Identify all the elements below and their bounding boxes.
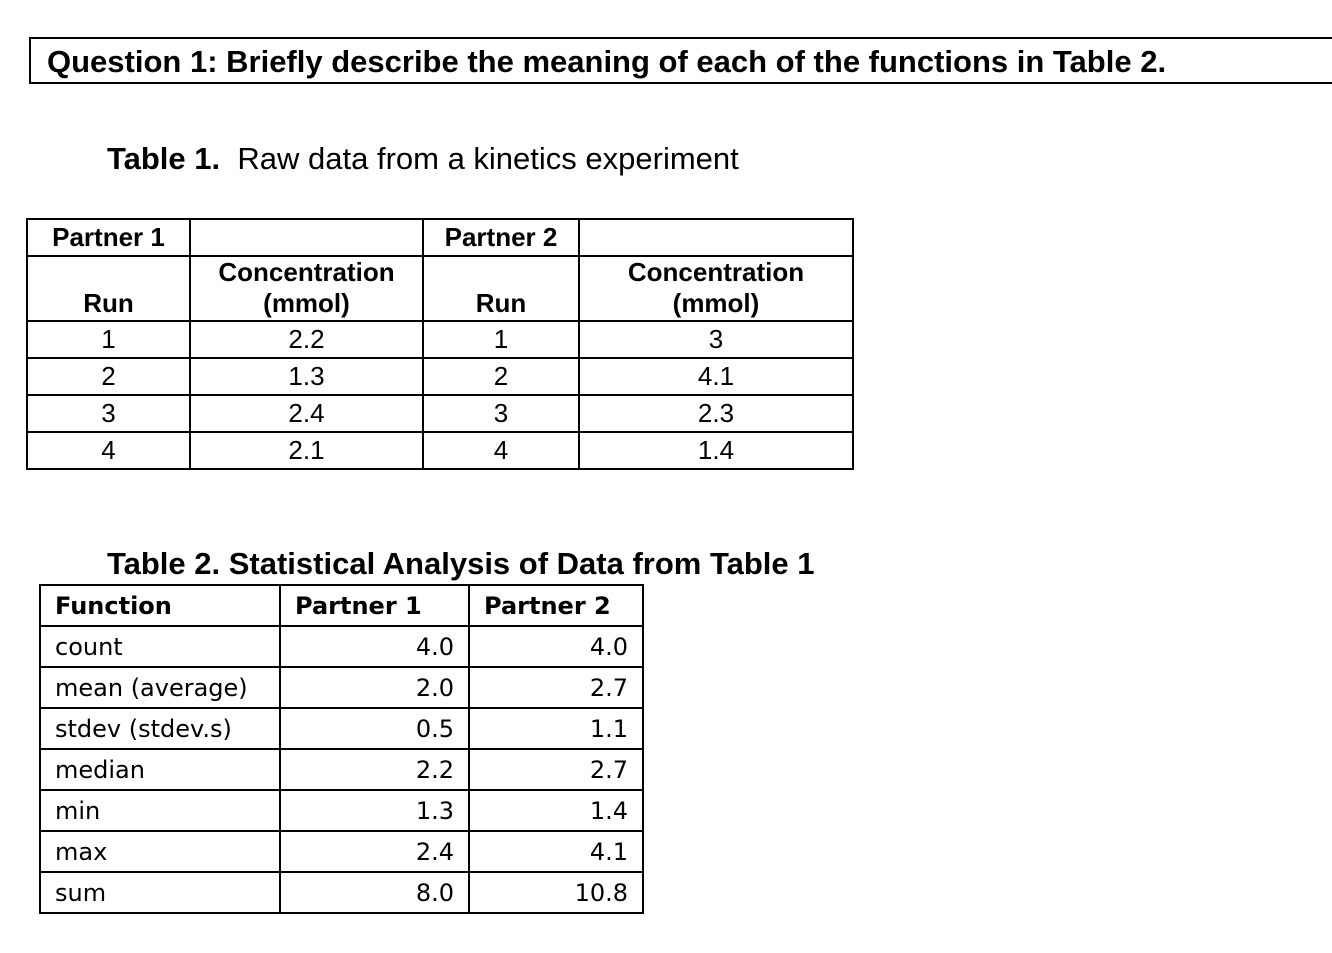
partner2-header: Partner 2 [469, 585, 643, 626]
run-cell: 2 [423, 358, 579, 395]
function-cell: count [40, 626, 280, 667]
table2-caption: Table 2. Statistical Analysis of Data from Table 1 [107, 546, 815, 581]
table1-caption-text: Raw data from a kinetics experiment [237, 141, 739, 176]
concentration-header-line2: (mmol) [263, 288, 350, 318]
table1-caption [107, 140, 739, 178]
concentration-header [190, 256, 423, 321]
run-cell: 3 [27, 395, 190, 432]
partner2-value: 10.8 [469, 872, 643, 913]
question-text: Question 1: Briefly describe the meaning of each of the functions in Table 2. [47, 44, 1167, 79]
concentration-header-line2: (mmol) [672, 288, 760, 318]
function-cell: stdev (stdev.s) [40, 708, 280, 749]
table-row [40, 749, 643, 790]
table-row [40, 872, 643, 913]
concentration-cell: 2.1 [190, 432, 423, 469]
empty-header-cell [579, 219, 853, 256]
partner1-value: 0.5 [280, 708, 469, 749]
empty-header-cell [190, 219, 423, 256]
function-cell: min [40, 790, 280, 831]
table-row [27, 321, 853, 358]
partner1-header: Partner 1 [27, 219, 190, 256]
partner2-value: 1.1 [469, 708, 643, 749]
partner2-value: 2.7 [469, 749, 643, 790]
table-row [27, 432, 853, 469]
run-cell: 4 [423, 432, 579, 469]
run-cell: 1 [423, 321, 579, 358]
partner1-value: 8.0 [280, 872, 469, 913]
function-cell: sum [40, 872, 280, 913]
table-row [40, 708, 643, 749]
question-box [29, 37, 1332, 84]
partner2-value: 1.4 [469, 790, 643, 831]
concentration-cell: 2.3 [579, 395, 853, 432]
table-row [40, 831, 643, 872]
table-row [27, 358, 853, 395]
partner2-value: 4.1 [469, 831, 643, 872]
concentration-cell: 1.3 [190, 358, 423, 395]
concentration-header [579, 256, 853, 321]
statistics-table [39, 584, 644, 914]
function-cell: median [40, 749, 280, 790]
function-cell: max [40, 831, 280, 872]
table-row [40, 626, 643, 667]
concentration-header-line1: Concentration [218, 257, 395, 287]
partner1-value: 1.3 [280, 790, 469, 831]
function-cell: mean (average) [40, 667, 280, 708]
partner2-value: 4.0 [469, 626, 643, 667]
concentration-cell: 1.4 [579, 432, 853, 469]
run-header: Run [423, 256, 579, 321]
concentration-cell: 2.4 [190, 395, 423, 432]
partner2-value: 2.7 [469, 667, 643, 708]
table1-caption-label: Table 1. [107, 141, 221, 176]
table-row [40, 790, 643, 831]
run-cell: 2 [27, 358, 190, 395]
run-cell: 1 [27, 321, 190, 358]
concentration-cell: 2.2 [190, 321, 423, 358]
partner1-value: 2.0 [280, 667, 469, 708]
partner1-header: Partner 1 [280, 585, 469, 626]
table-row [27, 395, 853, 432]
run-header: Run [27, 256, 190, 321]
partner1-value: 2.2 [280, 749, 469, 790]
concentration-header-line1: Concentration [627, 257, 805, 287]
concentration-cell: 3 [579, 321, 853, 358]
partner2-header: Partner 2 [423, 219, 579, 256]
concentration-cell: 4.1 [579, 358, 853, 395]
run-cell: 4 [27, 432, 190, 469]
partner1-value: 4.0 [280, 626, 469, 667]
function-header: Function [40, 585, 280, 626]
table-row [40, 667, 643, 708]
run-cell: 3 [423, 395, 579, 432]
raw-data-table [26, 218, 854, 470]
partner1-value: 2.4 [280, 831, 469, 872]
